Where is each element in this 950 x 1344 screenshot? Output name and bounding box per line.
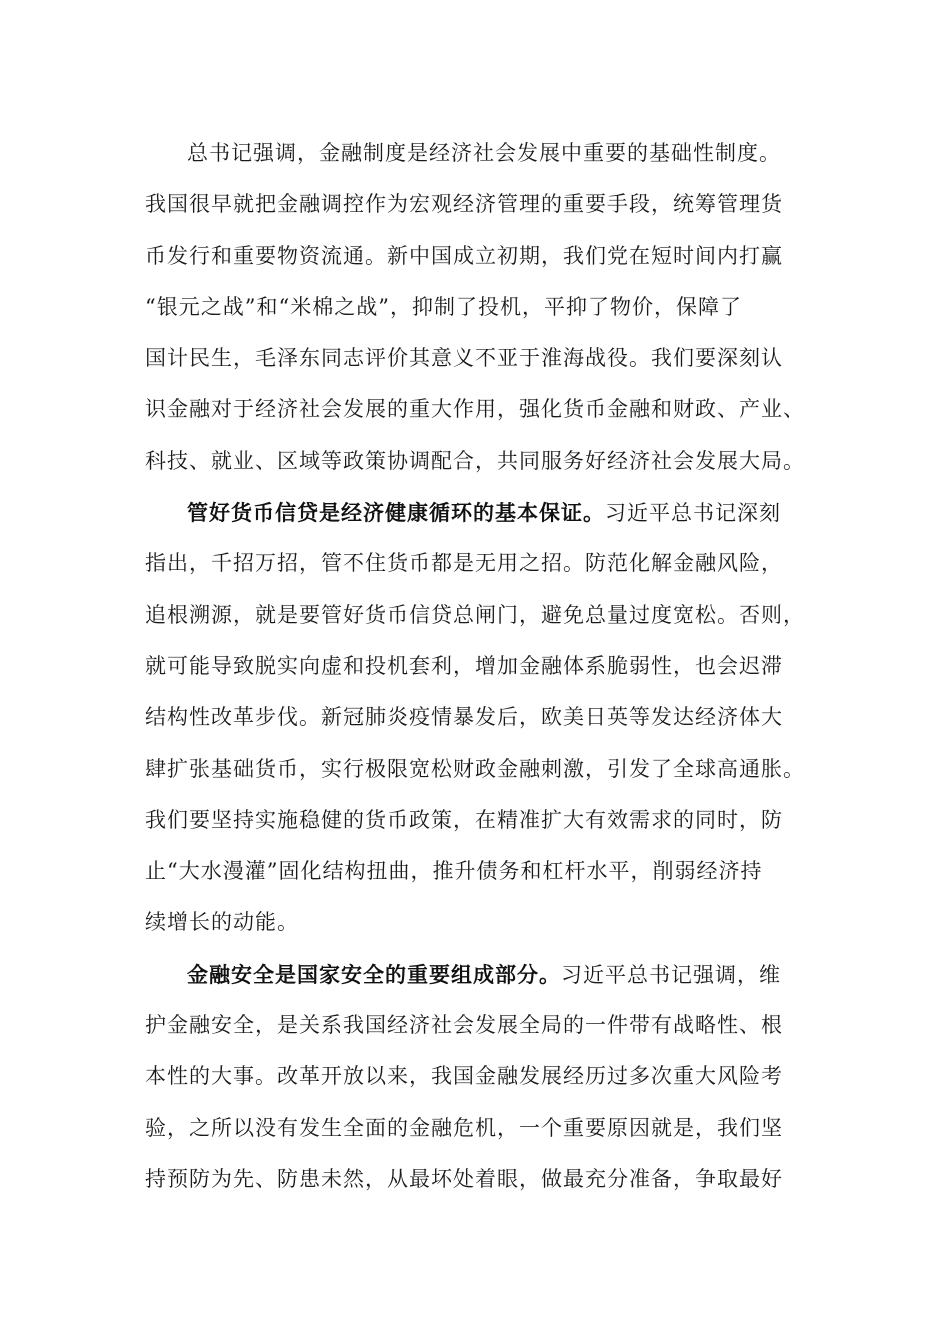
line-text: 本性的大事。改革开放以来，我国金融发展经历过多次重大风险考	[145, 1064, 783, 1089]
line-text: 肆扩张基础货币，实行极限宽松财政金融刺激，引发了全球高通胀。	[145, 756, 805, 781]
line-text: 止“大水漫灌”固化结构扭曲，推升债务和杠杆水平，削弱经济持	[145, 859, 763, 884]
paragraph-line	[145, 487, 815, 538]
paragraph-line	[145, 282, 815, 333]
paragraph-line	[145, 590, 815, 641]
paragraph-line	[145, 949, 815, 1000]
line-text: 指出，千招万招，管不住货币都是无用之招。防范化解金融风险，	[145, 551, 783, 576]
paragraph-line	[145, 538, 815, 589]
line-text: 习近平总书记强调，维	[561, 962, 781, 987]
line-text: 就可能导致脱实向虚和投机套利，增加金融体系脆弱性，也会迟滞	[145, 653, 783, 678]
line-text: 识金融对于经济社会发展的重大作用，强化货币金融和财政、产业、	[145, 397, 805, 422]
line-text: 追根溯源，就是要管好货币信贷总闸门，避免总量过度宽松。否则，	[145, 602, 805, 627]
paragraph-line	[145, 897, 815, 948]
line-text: “银元之战”和“米棉之战”，抑制了投机，平抑了物价，保障了	[145, 294, 742, 319]
paragraph-line	[145, 795, 815, 846]
paragraph-line	[145, 744, 815, 795]
line-text: 我国很早就把金融调控作为宏观经济管理的重要手段，统筹管理货	[145, 192, 783, 217]
paragraph-line	[145, 1051, 815, 1102]
paragraph-line	[145, 384, 815, 435]
paragraph-line	[145, 1103, 815, 1154]
paragraph-line	[145, 436, 815, 487]
line-text: 护金融安全，是关系我国经济社会发展全局的一件带有战略性、根	[145, 1013, 783, 1038]
paragraph-line	[145, 1000, 815, 1051]
paragraph-line	[145, 641, 815, 692]
paragraph-line	[145, 333, 815, 384]
line-text: 持预防为先、防患未然，从最坏处着眼，做最充分准备，争取最好	[145, 1166, 783, 1191]
line-text: 总书记强调，金融制度是经济社会发展中重要的基础性制度。	[187, 141, 781, 165]
paragraph-line	[145, 231, 815, 282]
paragraph-line	[145, 179, 815, 230]
line-text: 国计民生，毛泽东同志评价其意义不亚于淮海战役。我们要深刻认	[145, 346, 783, 371]
line-text: 结构性改革步伐。新冠肺炎疫情暴发后，欧美日英等发达经济体大	[145, 705, 783, 730]
line-text: 验，之所以没有发生全面的金融危机，一个重要原因就是，我们坚	[145, 1115, 783, 1140]
article-body	[145, 128, 815, 1205]
line-text: 币发行和重要物资流通。新中国成立初期，我们党在短时间内打赢	[145, 243, 783, 268]
paragraph-line	[145, 692, 815, 743]
section-heading: 金融安全是国家安全的重要组成部分。	[187, 961, 561, 987]
line-text: 我们要坚持实施稳健的货币政策，在精准扩大有效需求的同时，防	[145, 807, 783, 832]
paragraph-line	[145, 1154, 815, 1205]
line-text: 科技、就业、区域等政策协调配合，共同服务好经济社会发展大局。	[145, 448, 805, 473]
line-text: 续增长的动能。	[145, 910, 299, 935]
paragraph-line	[145, 128, 815, 179]
paragraph-line	[145, 846, 815, 897]
section-heading: 管好货币信贷是经济健康循环的基本保证。	[187, 500, 605, 526]
line-text: 习近平总书记深刻	[605, 501, 781, 526]
